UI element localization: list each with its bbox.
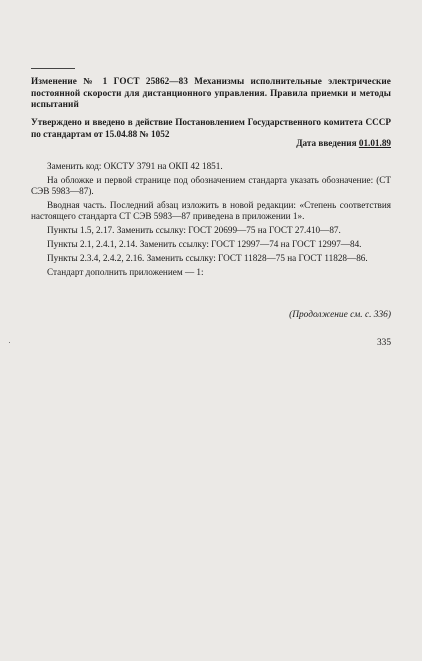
effective-date	[296, 138, 391, 150]
header-rule	[31, 68, 75, 69]
effective-date-label: Дата введения	[296, 138, 357, 148]
continuation-note: (Продолжение см. с. 336)	[289, 310, 391, 320]
approval-statement: Утверждено и введено в действие Постановлением Государственного комитета СССР по стандартам от 15.04.88 № 1052	[31, 117, 391, 139]
amendment-body	[31, 161, 391, 281]
paragraph-items-3: Пункты 2.3.4, 2.4.2, 2.16. Заменить ссылку: ГОСТ 11828—75 на ГОСТ 11828—86.	[47, 253, 368, 264]
scan-speck	[9, 342, 10, 343]
page-number: 335	[376, 338, 391, 348]
paragraph-items-2: Пункты 2.1, 2.4.1, 2.14. Заменить ссылку: ГОСТ 12997—74 на ГОСТ 12997—84.	[47, 239, 362, 250]
paragraph-cover: На обложке и первой странице под обозначением стандарта указать обозначение: (СТ СЭВ 5983—87).	[31, 174, 391, 197]
amendment-title: Изменение № 1 ГОСТ 25862—83 Механизмы исполнительные электрические постоянной скорости для дистанционного управления. Правила приемки и методы испытаний	[31, 76, 391, 110]
paragraph-items-1: Пункты 1.5, 2.17. Заменить ссылку: ГОСТ 20699—75 на ГОСТ 27.410—87.	[47, 225, 341, 236]
paragraph-intro: Вводная часть. Последний абзац изложить в новой редакции: «Степень соответствия настоящего стандарта СТ СЭВ 5983—87 приведена в приложении 1».	[31, 200, 391, 222]
paragraph-appendix: Стандарт дополнить приложением — 1:	[47, 266, 204, 277]
paragraph-code: Заменить код: ОКСТУ 3791 на ОКП 42 1851.	[47, 161, 223, 171]
effective-date-value: 01.01.89	[358, 138, 391, 148]
